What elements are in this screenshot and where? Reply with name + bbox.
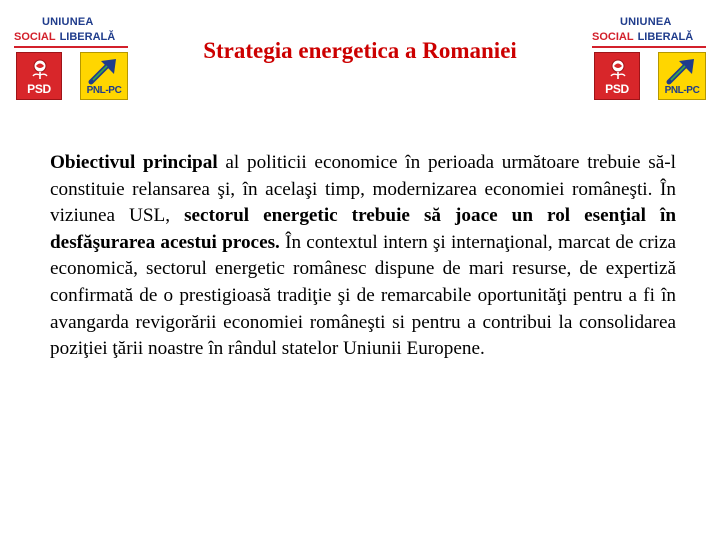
logo-word-liberala: LIBERALĂ xyxy=(59,31,116,43)
logo-line-social-liberala xyxy=(14,32,115,43)
logo-word-liberala: LIBERALĂ xyxy=(637,31,694,43)
usl-logo-right xyxy=(588,10,710,104)
logo-divider xyxy=(592,46,706,48)
psd-badge xyxy=(594,52,640,100)
logo-divider xyxy=(14,46,128,48)
rose-icon xyxy=(605,58,631,80)
psd-label: PSD xyxy=(27,82,51,96)
pnl-pc-badge xyxy=(80,52,128,100)
pnl-pc-badge xyxy=(658,52,706,100)
text-segment: În contextul intern şi internaţional, marcat de criza economică, sectorul energetic românesc dispune de mari resurse, de expertiză confirmată de o prestigioasă tradiţie şi de remarcabile oportunităţi pentru a fi în avangarda revigorării economiei româneşti si pentru a contribui la consolidarea poziţiei ţării noastre în rândul statelor Uniunii Europene. xyxy=(50,231,676,360)
bold-phrase-objective: Obiectivul principal xyxy=(50,152,218,173)
logo-line-uniunea: UNIUNEA xyxy=(42,16,94,28)
page-title: Strategia energetica a Romaniei xyxy=(203,38,517,63)
logo-line-uniunea: UNIUNEA xyxy=(620,16,672,28)
arrow-icon xyxy=(665,56,699,86)
logo-word-social: SOCIAL xyxy=(14,31,56,43)
psd-label: PSD xyxy=(605,82,629,96)
bold-phrase-energy-sector: sectorul energetic trebuie să joace un rol esenţial în desfăşurarea acestui proces. xyxy=(50,205,676,253)
rose-icon xyxy=(27,58,53,80)
usl-logo-left xyxy=(10,10,132,104)
arrow-icon xyxy=(87,56,121,86)
psd-badge xyxy=(16,52,62,100)
logo-word-social: SOCIAL xyxy=(592,31,634,43)
logo-line-social-liberala xyxy=(592,32,693,43)
body-paragraph xyxy=(50,150,676,363)
pnl-pc-label: PNL-PC xyxy=(86,85,122,96)
pnl-pc-label: PNL-PC xyxy=(664,85,700,96)
text-segment: al politicii economice în perioada următoare trebuie să-l constituie relansarea şi, în acelaşi timp, modernizarea economiei româneşti. În viziunea USL, xyxy=(50,152,676,227)
